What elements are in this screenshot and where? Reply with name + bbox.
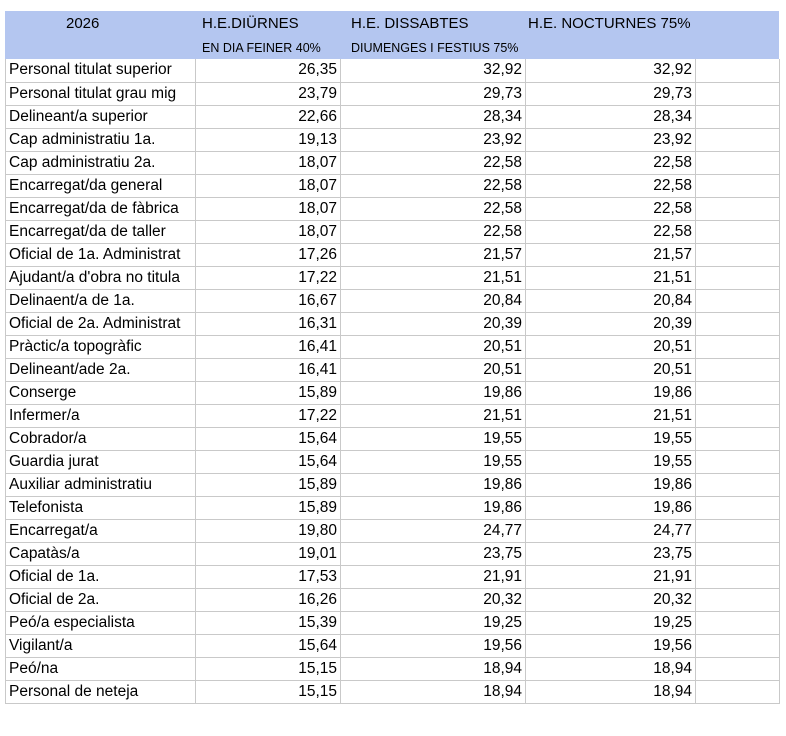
nocturnes-cell[interactable]: 19,56 (526, 634, 696, 657)
table-row (6, 519, 780, 542)
table-row (6, 657, 780, 680)
table-row (6, 496, 780, 519)
dissabtes-cell[interactable]: 19,55 (341, 427, 526, 450)
table-row (6, 358, 780, 381)
category-cell[interactable]: Oficial de 1a. (6, 565, 196, 588)
table-row (6, 565, 780, 588)
nocturnes-cell[interactable]: 20,51 (526, 335, 696, 358)
nocturnes-cell[interactable]: 24,77 (526, 519, 696, 542)
diurnes-cell[interactable]: 17,22 (196, 266, 341, 289)
category-cell[interactable]: Delineant/a superior (6, 105, 196, 128)
diurnes-cell[interactable]: 15,15 (196, 657, 341, 680)
dissabtes-cell[interactable]: 20,32 (341, 588, 526, 611)
dissabtes-cell[interactable]: 28,34 (341, 105, 526, 128)
table-row (6, 312, 780, 335)
diurnes-cell[interactable]: 17,26 (196, 243, 341, 266)
diurnes-cell[interactable]: 15,89 (196, 473, 341, 496)
nocturnes-cell[interactable]: 28,34 (526, 105, 696, 128)
dissabtes-cell[interactable]: 20,84 (341, 289, 526, 312)
table-row (6, 611, 780, 634)
category-cell[interactable]: Peó/a especialista (6, 611, 196, 634)
diurnes-cell[interactable]: 18,07 (196, 151, 341, 174)
diurnes-cell[interactable]: 16,26 (196, 588, 341, 611)
nocturnes-cell[interactable]: 21,51 (526, 404, 696, 427)
dissabtes-cell[interactable]: 21,51 (341, 266, 526, 289)
table-row (6, 588, 780, 611)
diurnes-cell[interactable]: 18,07 (196, 174, 341, 197)
nocturnes-cell[interactable]: 22,58 (526, 220, 696, 243)
table-row (6, 542, 780, 565)
diurnes-cell[interactable]: 16,31 (196, 312, 341, 335)
nocturnes-cell[interactable]: 23,92 (526, 128, 696, 151)
category-cell[interactable]: Encarregat/da general (6, 174, 196, 197)
category-cell[interactable]: Cobrador/a (6, 427, 196, 450)
diurnes-cell[interactable]: 15,89 (196, 496, 341, 519)
diurnes-cell[interactable]: 18,07 (196, 197, 341, 220)
empty-cell[interactable] (696, 611, 780, 634)
diurnes-cell[interactable]: 15,15 (196, 680, 341, 703)
diurnes-cell[interactable]: 26,35 (196, 59, 341, 82)
empty-cell[interactable] (696, 82, 780, 105)
nocturnes-cell[interactable]: 21,57 (526, 243, 696, 266)
category-cell[interactable]: Infermer/a (6, 404, 196, 427)
nocturnes-cell[interactable]: 19,86 (526, 381, 696, 404)
empty-cell[interactable] (696, 197, 780, 220)
dissabtes-cell[interactable]: 21,57 (341, 243, 526, 266)
diurnes-cell[interactable]: 19,13 (196, 128, 341, 151)
dissabtes-cell[interactable]: 32,92 (341, 59, 526, 82)
table-row (6, 128, 780, 151)
header-diurnes-subtitle[interactable]: EN DIA FEINER 40% (202, 41, 321, 55)
empty-cell[interactable] (696, 266, 780, 289)
category-cell[interactable]: Pràctic/a topogràfic (6, 335, 196, 358)
dissabtes-cell[interactable]: 19,86 (341, 473, 526, 496)
diurnes-cell[interactable]: 16,67 (196, 289, 341, 312)
table-row (6, 82, 780, 105)
table-row (6, 450, 780, 473)
table-row (6, 151, 780, 174)
diurnes-cell[interactable]: 16,41 (196, 358, 341, 381)
nocturnes-cell[interactable]: 22,58 (526, 151, 696, 174)
diurnes-cell[interactable]: 15,64 (196, 427, 341, 450)
table-row (6, 289, 780, 312)
diurnes-cell[interactable]: 17,22 (196, 404, 341, 427)
table-row (6, 105, 780, 128)
empty-cell[interactable] (696, 634, 780, 657)
dissabtes-cell[interactable]: 22,58 (341, 220, 526, 243)
empty-cell[interactable] (696, 450, 780, 473)
empty-cell[interactable] (696, 128, 780, 151)
category-cell[interactable]: Encarregat/da de fàbrica (6, 197, 196, 220)
dissabtes-cell[interactable]: 19,55 (341, 450, 526, 473)
header-band (5, 11, 779, 59)
empty-cell[interactable] (696, 473, 780, 496)
category-cell[interactable]: Vigilant/a (6, 634, 196, 657)
dissabtes-cell[interactable]: 20,39 (341, 312, 526, 335)
category-cell[interactable]: Delineant/ade 2a. (6, 358, 196, 381)
diurnes-cell[interactable]: 15,64 (196, 450, 341, 473)
empty-cell[interactable] (696, 335, 780, 358)
rates-table-body (6, 59, 780, 703)
nocturnes-cell[interactable]: 19,55 (526, 450, 696, 473)
dissabtes-cell[interactable]: 19,56 (341, 634, 526, 657)
empty-cell[interactable] (696, 588, 780, 611)
category-cell[interactable]: Ajudant/a d'obra no titula (6, 266, 196, 289)
dissabtes-cell[interactable]: 22,58 (341, 151, 526, 174)
category-cell[interactable]: Encarregat/a (6, 519, 196, 542)
table-row (6, 266, 780, 289)
nocturnes-cell[interactable]: 19,25 (526, 611, 696, 634)
nocturnes-cell[interactable]: 18,94 (526, 657, 696, 680)
category-cell[interactable]: Peó/na (6, 657, 196, 680)
dissabtes-cell[interactable]: 23,75 (341, 542, 526, 565)
dissabtes-cell[interactable]: 20,51 (341, 358, 526, 381)
category-cell[interactable]: Personal titulat superior (6, 59, 196, 82)
header-diurnes-title[interactable]: H.E.DIÜRNES (202, 15, 299, 32)
category-cell[interactable]: Auxiliar administratiu (6, 473, 196, 496)
category-cell[interactable]: Guardia jurat (6, 450, 196, 473)
nocturnes-cell[interactable]: 20,39 (526, 312, 696, 335)
dissabtes-cell[interactable]: 22,58 (341, 197, 526, 220)
nocturnes-cell[interactable]: 19,86 (526, 473, 696, 496)
nocturnes-cell[interactable]: 20,84 (526, 289, 696, 312)
empty-cell[interactable] (696, 151, 780, 174)
empty-cell[interactable] (696, 243, 780, 266)
header-dissabtes-title[interactable]: H.E. DISSABTES (351, 15, 469, 32)
table-row (6, 381, 780, 404)
dissabtes-cell[interactable]: 21,91 (341, 565, 526, 588)
category-cell[interactable]: Oficial de 2a. (6, 588, 196, 611)
table-row (6, 243, 780, 266)
empty-cell[interactable] (696, 381, 780, 404)
nocturnes-cell[interactable]: 32,92 (526, 59, 696, 82)
diurnes-cell[interactable]: 15,39 (196, 611, 341, 634)
table-row (6, 404, 780, 427)
table-row (6, 220, 780, 243)
table-row (6, 197, 780, 220)
diurnes-cell[interactable]: 22,66 (196, 105, 341, 128)
diurnes-cell[interactable]: 19,01 (196, 542, 341, 565)
nocturnes-cell[interactable]: 22,58 (526, 197, 696, 220)
table-row (6, 473, 780, 496)
empty-cell[interactable] (696, 312, 780, 335)
dissabtes-cell[interactable]: 19,86 (341, 381, 526, 404)
nocturnes-cell[interactable]: 21,51 (526, 266, 696, 289)
table-row (6, 680, 780, 703)
table-row (6, 335, 780, 358)
dissabtes-cell[interactable]: 23,92 (341, 128, 526, 151)
category-cell[interactable]: Cap administratiu 1a. (6, 128, 196, 151)
category-cell[interactable]: Personal titulat grau mig (6, 82, 196, 105)
empty-cell[interactable] (696, 59, 780, 82)
nocturnes-cell[interactable]: 19,55 (526, 427, 696, 450)
diurnes-cell[interactable]: 16,41 (196, 335, 341, 358)
dissabtes-cell[interactable]: 18,94 (341, 680, 526, 703)
category-cell[interactable]: Personal de neteja (6, 680, 196, 703)
dissabtes-cell[interactable]: 24,77 (341, 519, 526, 542)
diurnes-cell[interactable]: 19,80 (196, 519, 341, 542)
empty-cell[interactable] (696, 496, 780, 519)
category-cell[interactable]: Delinaent/a de 1a. (6, 289, 196, 312)
dissabtes-cell[interactable]: 21,51 (341, 404, 526, 427)
nocturnes-cell[interactable]: 29,73 (526, 82, 696, 105)
table-row (6, 634, 780, 657)
empty-cell[interactable] (696, 358, 780, 381)
header-dissabtes-subtitle[interactable]: DIUMENGES I FESTIUS 75% (351, 41, 519, 55)
dissabtes-cell[interactable]: 22,58 (341, 174, 526, 197)
empty-cell[interactable] (696, 542, 780, 565)
nocturnes-cell[interactable]: 18,94 (526, 680, 696, 703)
empty-cell[interactable] (696, 519, 780, 542)
empty-cell[interactable] (696, 680, 780, 703)
empty-cell[interactable] (696, 657, 780, 680)
category-cell[interactable]: Capatàs/a (6, 542, 196, 565)
nocturnes-cell[interactable]: 19,86 (526, 496, 696, 519)
empty-cell[interactable] (696, 404, 780, 427)
rates-table (5, 59, 780, 704)
nocturnes-cell[interactable]: 22,58 (526, 174, 696, 197)
empty-cell[interactable] (696, 105, 780, 128)
nocturnes-cell[interactable]: 20,51 (526, 358, 696, 381)
category-cell[interactable]: Cap administratiu 2a. (6, 151, 196, 174)
dissabtes-cell[interactable]: 19,86 (341, 496, 526, 519)
empty-cell[interactable] (696, 174, 780, 197)
dissabtes-cell[interactable]: 29,73 (341, 82, 526, 105)
empty-cell[interactable] (696, 427, 780, 450)
diurnes-cell[interactable]: 17,53 (196, 565, 341, 588)
spreadsheet (5, 11, 779, 704)
category-cell[interactable]: Oficial de 1a. Administrat (6, 243, 196, 266)
diurnes-cell[interactable]: 15,89 (196, 381, 341, 404)
dissabtes-cell[interactable]: 20,51 (341, 335, 526, 358)
table-row (6, 59, 780, 82)
category-cell[interactable]: Encarregat/da de taller (6, 220, 196, 243)
diurnes-cell[interactable]: 15,64 (196, 634, 341, 657)
empty-cell[interactable] (696, 565, 780, 588)
dissabtes-cell[interactable]: 18,94 (341, 657, 526, 680)
table-row (6, 174, 780, 197)
empty-cell[interactable] (696, 220, 780, 243)
empty-cell[interactable] (696, 289, 780, 312)
dissabtes-cell[interactable]: 19,25 (341, 611, 526, 634)
nocturnes-cell[interactable]: 20,32 (526, 588, 696, 611)
category-cell[interactable]: Oficial de 2a. Administrat (6, 312, 196, 335)
diurnes-cell[interactable]: 23,79 (196, 82, 341, 105)
nocturnes-cell[interactable]: 23,75 (526, 542, 696, 565)
category-cell[interactable]: Telefonista (6, 496, 196, 519)
table-row (6, 427, 780, 450)
header-nocturnes-title[interactable]: H.E. NOCTURNES 75% (528, 15, 691, 32)
diurnes-cell[interactable]: 18,07 (196, 220, 341, 243)
nocturnes-cell[interactable]: 21,91 (526, 565, 696, 588)
category-cell[interactable]: Conserge (6, 381, 196, 404)
header-year[interactable]: 2026 (66, 15, 100, 32)
